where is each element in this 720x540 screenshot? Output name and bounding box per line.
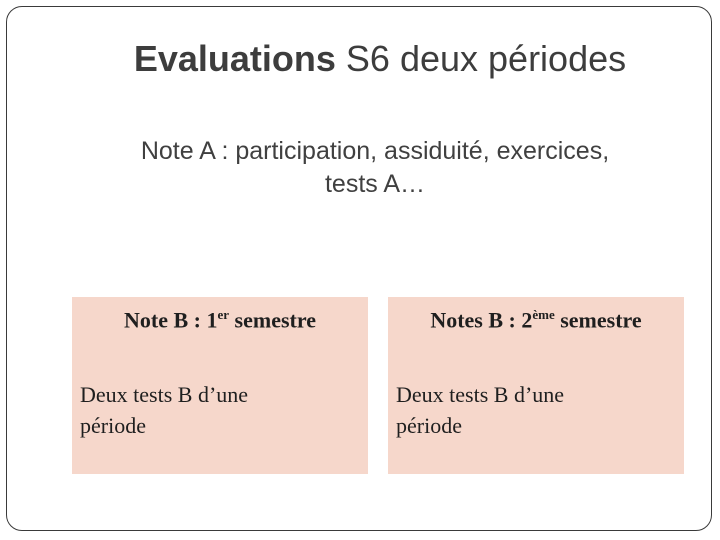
box-title-post: semestre [554, 307, 642, 333]
slide-title-rest: S6 deux périodes [335, 38, 627, 79]
note-b-semester-2-body [396, 379, 656, 441]
note-b-semester-1-title [72, 307, 368, 333]
slide-title [0, 38, 720, 80]
box-title-post: semestre [229, 307, 316, 333]
note-a-text [90, 135, 660, 201]
box-title-pre: Note B : 1 [124, 307, 218, 333]
box-body-line-1: Deux tests B d’une [396, 382, 565, 407]
box-title-sup: er [217, 307, 230, 322]
note-b-semester-2-title [388, 307, 684, 333]
note-b-semester-1-box [72, 297, 368, 474]
note-b-semester-1-body [80, 379, 340, 441]
slide-title-bold: Evaluations [133, 38, 336, 79]
box-title-pre: Notes B : 2 [430, 307, 533, 333]
box-body-line-2: période [396, 413, 462, 438]
note-b-semester-2-box [388, 297, 684, 474]
box-body-line-1: Deux tests B d’une [80, 382, 249, 407]
note-a-line-2: tests A… [324, 170, 426, 198]
note-a-line-1: Note A : participation, assiduité, exercices, [140, 137, 610, 165]
box-title-sup: ème [532, 307, 555, 322]
box-body-line-2: période [80, 413, 146, 438]
